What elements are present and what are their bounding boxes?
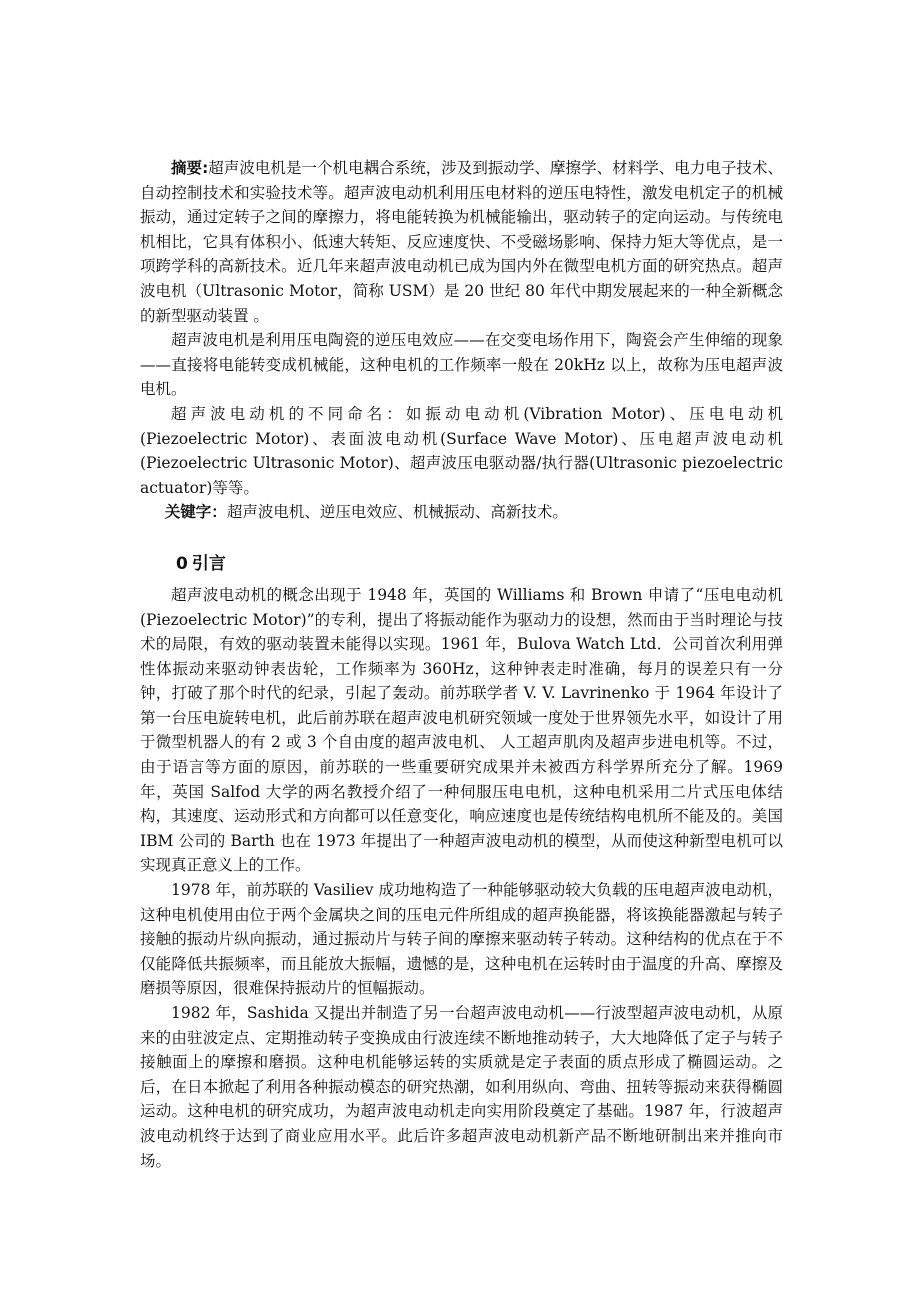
document-page bbox=[140, 156, 783, 1173]
intro-paragraph-2: 1978 年，前苏联的 Vasiliev 成功地构造了一种能够驱动较大负载的压电超声波电动机，这种电机使用由位于两个金属块之间的压电元件所组成的超声换能器，将该换能器激起与转子接触的振动片纵向振动，通过振动片与转子间的摩擦来驱动转子转动。这种结构的优点在于不仅能降低共振频率，而且能放大振幅，遗憾的是，这种电机在运转时由于温度的升高、摩擦及磨损等原因，很难保持振动片的恒幅振动。 bbox=[140, 881, 783, 998]
keywords-text: 超声波电机、逆压电效应、机械振动、高新技术。 bbox=[226, 503, 568, 522]
section-heading bbox=[176, 551, 783, 577]
intro-paragraph-3: 1982 年，Sashida 又提出并制造了另一台超声波电动机——行波型超声波电动机，从原来的由驻波定点、定期推动转子变换成由行波连续不断地推动转子，大大地降低了定子与转子接触面上的摩擦和磨损。这种电机能够运转的实质就是定子表面的质点形成了椭圆运动。之后，在日本掀起了利用各种振动模态的研究热潮，如利用纵向、弯曲、扭转等振动来获得椭圆运动。这种电机的研究成功，为超声波电动机走向实用阶段奠定了基础。1987 年，行波超声波电动机终于达到了商业应用水平。此后许多超声波电动机新产品不断地研制出来并推向市场。 bbox=[140, 1004, 783, 1170]
section-number: 0 bbox=[176, 553, 188, 574]
keywords-label: 关键字： bbox=[164, 503, 227, 522]
abstract-paragraph-2: 超声波电机是利用压电陶瓷的逆压电效应——在交变电场作用下，陶瓷会产生伸缩的现象——直接将电能转变成机械能，这种电机的工作频率一般在 20kHz 以上，故称为压电超声波电机。 bbox=[140, 331, 783, 399]
keywords-paragraph bbox=[140, 500, 783, 525]
abstract-label: 摘要: bbox=[171, 159, 209, 177]
abstract-text: 超声波电机是一个机电耦合系统，涉及到振动学、摩擦学、材料学、电力电子技术、自动控制技术和实验技术等。超声波电动机利用压电材料的逆压电特性，激发电机定子的机械振动，通过定转子之间的摩擦力，将电能转换为机械能输出，驱动转子的定向运动。与传统电机相比，它具有体积小、低速大转矩、反应速度快、不受磁场影响、保持力矩大等优点，是一项跨学科的高新技术。近几年来超声波电动机已成为国内外在微型电机方面的研究热点。超声波电机（Ultrasonic Motor，简称 USM）是 20 世纪 80 年代中期发展起来的一种全新概念的新型驱动装置 。 bbox=[140, 159, 783, 325]
section-title: 引言 bbox=[191, 553, 226, 574]
abstract-paragraph bbox=[140, 156, 783, 328]
intro-paragraph-1: 超声波电动机的概念出现于 1948 年，英国的 Williams 和 Brown 申请了“压电电动机(Piezoelectric Motor)”的专利，提出了将振动能作为驱动力的设想，然而由于当时理论与技术的局限，有效的驱动装置未能得以实现。1961 年，Bulova Watch Ltd．公司首次利用弹性体振动来驱动钟表齿轮，工作频率为 360Hz，这种钟表走时准确，每月的误差只有一分钟，打破了那个时代的纪录，引起了轰动。前苏联学者 V. V. Lavrinenko 于 1964 年设计了第一台压电旋转电机，此后前苏联在超声波电机研究领域一度处于世界领先水平，如设计了用于微型机器人的有 2 或 3 个自由度的超声波电机、 人工超声肌肉及超声步进电机等。不过，由于语言等方面的原因，前苏联的一些重要研究成果并未被西方科学界所充分了解。1969 年，英国 Salfod 大学的两名教授介绍了一种伺服压电电机，这种电机采用二片式压电体结构，其速度、运动形式和方向都可以任意变化，响应速度也是传统结构电机所不能及的。美国 IBM 公司的 Barth 也在 1973 年提出了一种超声波电动机的模型，从而使这种新型电机可以实现真正意义上的工作。 bbox=[140, 585, 783, 875]
abstract-paragraph-3: 超声波电动机的不同命名：如振动电动机(Vibration Motor)、压电电动机(Piezoelectric Motor)、表面波电动机(Surface Wave Motor)、压电超声波电动机(Piezoelectric Ultrasonic Motor)、超声波压电驱动器/执行器(Ultrasonic piezoelectric actuator)等等。 bbox=[140, 404, 783, 497]
